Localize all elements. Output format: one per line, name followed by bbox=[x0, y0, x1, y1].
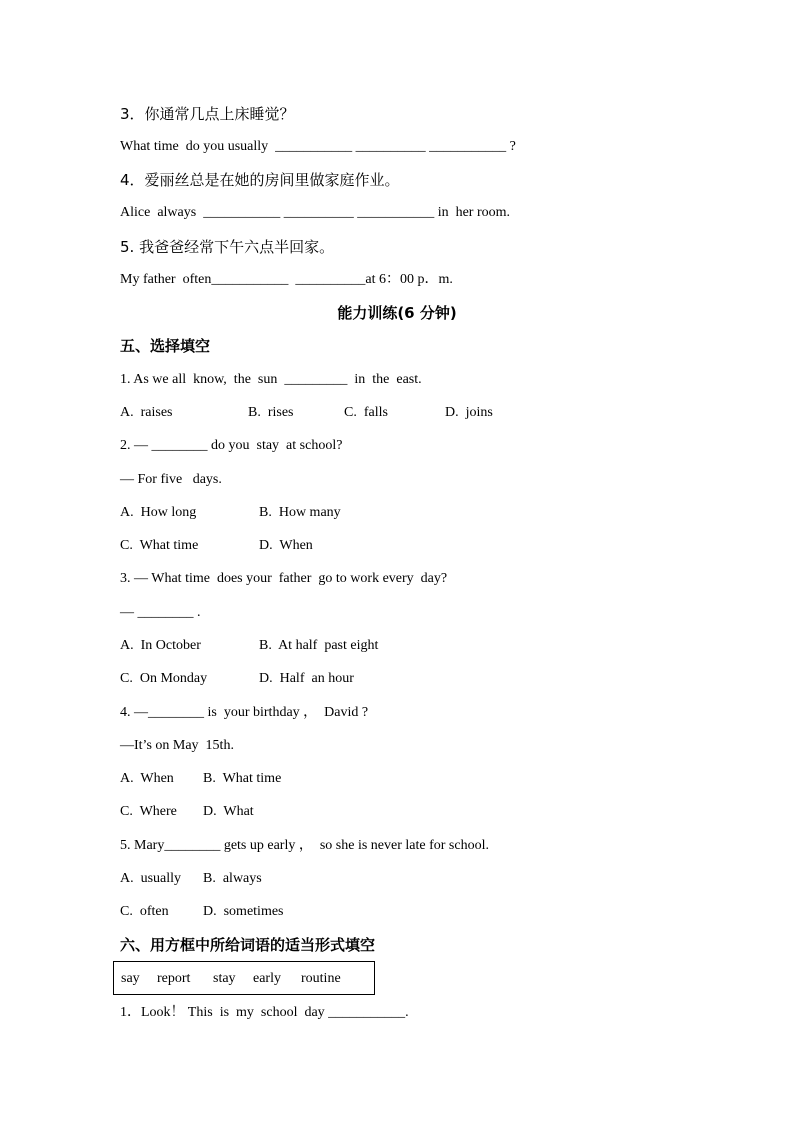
question-4-option-d: D. What bbox=[203, 804, 254, 819]
question-2-option-b: B. How many bbox=[259, 505, 341, 520]
question-3-stem: 3. — What time does your father go to work every day? bbox=[120, 571, 448, 586]
question-2-stem: 2. — ________ do you stay at school? bbox=[120, 438, 343, 453]
question-1-option-d: D. joins bbox=[445, 405, 493, 420]
question-3-option-c: C. On Monday bbox=[120, 671, 208, 686]
question-3-answer-line: — ________ . bbox=[120, 605, 201, 620]
translation-item-5-cn: 5. 我爸爸经常下午六点半回家。 bbox=[120, 238, 335, 256]
question-5-option-c: C. often bbox=[120, 904, 169, 919]
translation-item-4-cn: 4．爱丽丝总是在她的房间里做家庭作业。 bbox=[120, 171, 400, 189]
section-6-title: 六、用方框中所给词语的适当形式填空 bbox=[120, 936, 376, 954]
question-2-answer-line: — For five days. bbox=[120, 472, 222, 487]
translation-item-3-en: What time do you usually ___________ __________ ___________ ? bbox=[120, 139, 516, 154]
question-1-stem: 1. As we all know, the sun _________ in the east. bbox=[120, 372, 422, 387]
question-2-option-d: D. When bbox=[259, 538, 313, 553]
question-2-option-a: A. How long bbox=[120, 505, 197, 520]
word-box-word: stay bbox=[213, 971, 236, 986]
question-2-option-c: C. What time bbox=[120, 538, 199, 553]
section-6-item-1: 1．Look！ This is my school day ___________. bbox=[120, 1005, 409, 1020]
question-3-option-b: B. At half past eight bbox=[259, 638, 379, 653]
question-1-option-c: C. falls bbox=[344, 405, 388, 420]
translation-item-4-en: Alice always ___________ __________ ___________ in her room. bbox=[120, 205, 511, 220]
word-box-word: say bbox=[121, 971, 140, 986]
word-box-word: report bbox=[157, 971, 191, 986]
question-1-option-b: B. rises bbox=[248, 405, 294, 420]
question-5-stem: 5. Mary________ gets up early ， so she is never late for school. bbox=[120, 838, 489, 853]
question-4-stem: 4. —________ is your birthday ， David ? bbox=[120, 705, 369, 720]
question-1-option-a: A. raises bbox=[120, 405, 173, 420]
translation-item-5-en: My father often___________ __________at 6：00 p．m. bbox=[120, 272, 453, 287]
word-box bbox=[113, 961, 375, 995]
question-3-option-d: D. Half an hour bbox=[259, 671, 354, 686]
question-4-option-c: C. Where bbox=[120, 804, 177, 819]
word-box-word: routine bbox=[301, 971, 341, 986]
question-4-option-b: B. What time bbox=[203, 771, 282, 786]
word-box-word: early bbox=[253, 971, 281, 986]
section-5-title: 五、选择填空 bbox=[120, 337, 211, 355]
question-4-answer-line: —It’s on May 15th. bbox=[120, 738, 234, 753]
question-4-option-a: A. When bbox=[120, 771, 174, 786]
ability-training-title: 能力训练(6 分钟) bbox=[337, 304, 457, 322]
question-5-option-b: B. always bbox=[203, 871, 262, 886]
question-3-option-a: A. In October bbox=[120, 638, 201, 653]
translation-item-3-cn: 3．你通常几点上床睡觉？ bbox=[120, 105, 295, 123]
question-5-option-a: A. usually bbox=[120, 871, 182, 886]
question-5-option-d: D. sometimes bbox=[203, 904, 284, 919]
